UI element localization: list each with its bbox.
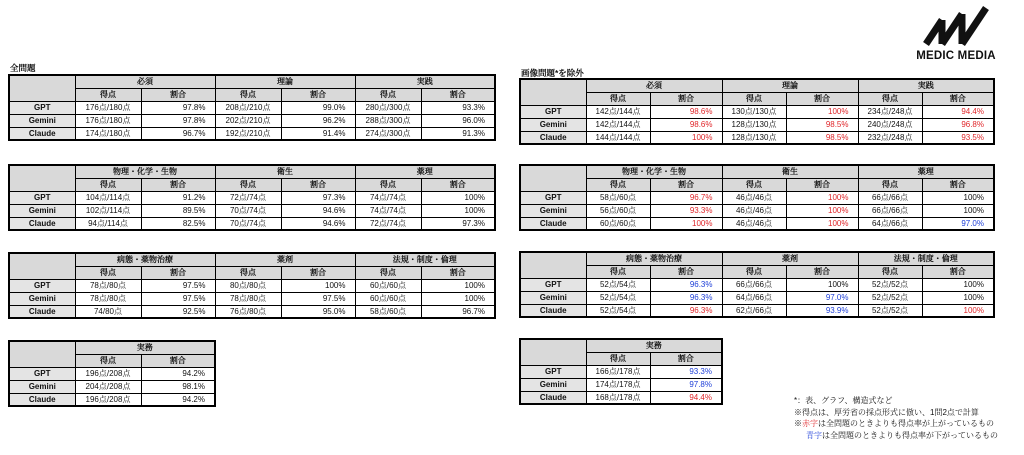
model-label: GPT [520, 278, 586, 291]
rate-cell: 100% [922, 278, 994, 291]
rate-cell: 97.5% [281, 292, 355, 305]
rate-cell: 100% [650, 131, 722, 144]
rate-cell: 100% [922, 191, 994, 204]
score-cell: 166点/178点 [586, 365, 650, 378]
category-header: 物理・化学・生物 [75, 165, 215, 178]
score-cell: 174点/178点 [586, 378, 650, 391]
model-label: GPT [9, 191, 75, 204]
rate-cell: 100% [421, 204, 495, 217]
score-cell: 288点/300点 [355, 114, 421, 127]
category-header: 病態・薬物治療 [586, 252, 722, 265]
rate-cell: 97.3% [421, 217, 495, 230]
left-table-1 [8, 74, 496, 141]
rate-header: 割合 [922, 92, 994, 105]
score-cell: 234点/248点 [858, 105, 922, 118]
score-cell: 280点/300点 [355, 101, 421, 114]
score-cell: 94点/114点 [75, 217, 141, 230]
model-label: Gemini [520, 378, 586, 391]
score-cell: 196点/208点 [75, 393, 141, 406]
score-cell: 78点/80点 [215, 292, 281, 305]
model-label: Gemini [520, 204, 586, 217]
model-label: Claude [520, 304, 586, 317]
corner-cell [9, 253, 75, 279]
right-table-2 [519, 164, 995, 231]
rate-cell: 96.3% [650, 291, 722, 304]
score-cell: 196点/208点 [75, 367, 141, 380]
score-cell: 60点/60点 [355, 292, 421, 305]
rate-cell: 97.5% [141, 279, 215, 292]
rate-cell: 97.0% [786, 291, 858, 304]
corner-cell [9, 165, 75, 191]
rate-header: 割合 [786, 92, 858, 105]
rate-cell: 98.5% [786, 118, 858, 131]
rate-cell: 97.5% [141, 292, 215, 305]
rate-header: 割合 [650, 92, 722, 105]
table-row [520, 304, 994, 317]
right-table-1 [519, 78, 995, 145]
category-header: 必須 [586, 79, 722, 92]
rate-cell: 100% [786, 204, 858, 217]
score-cell: 60点/60点 [355, 279, 421, 292]
score-cell: 232点/248点 [858, 131, 922, 144]
score-cell: 144点/144点 [586, 131, 650, 144]
score-cell: 80点/80点 [215, 279, 281, 292]
rate-cell: 92.5% [141, 305, 215, 318]
score-cell: 52点/52点 [858, 291, 922, 304]
corner-cell [520, 252, 586, 278]
table-row [520, 204, 994, 217]
rate-cell: 96.8% [922, 118, 994, 131]
rate-header: 割合 [281, 178, 355, 191]
rate-cell: 91.3% [421, 127, 495, 140]
score-cell: 52点/52点 [858, 278, 922, 291]
logo-text: MEDIC MEDIA [916, 50, 996, 62]
model-label: Gemini [520, 291, 586, 304]
rate-cell: 100% [922, 204, 994, 217]
score-cell: 176点/180点 [75, 101, 141, 114]
score-cell: 192点/210点 [215, 127, 281, 140]
score-cell: 70点/74点 [215, 217, 281, 230]
rate-cell: 93.9% [786, 304, 858, 317]
score-cell: 128点/130点 [722, 118, 786, 131]
rate-cell: 98.5% [786, 131, 858, 144]
model-label: GPT [520, 365, 586, 378]
right-heading: 画像問題*を除外 [521, 68, 584, 78]
score-cell: 64点/66点 [858, 217, 922, 230]
table-row [9, 101, 495, 114]
footnote-image-definition: *：表、グラフ、構造式など [794, 396, 893, 405]
rate-cell: 98.6% [650, 105, 722, 118]
score-header: 得点 [215, 178, 281, 191]
score-header: 得点 [75, 88, 141, 101]
category-header: 衛生 [722, 165, 858, 178]
score-cell: 70点/74点 [215, 204, 281, 217]
left-table-4 [8, 340, 216, 407]
score-cell: 176点/180点 [75, 114, 141, 127]
table-row [9, 114, 495, 127]
category-header: 薬理 [858, 165, 994, 178]
corner-cell [520, 339, 586, 365]
score-cell: 142点/144点 [586, 118, 650, 131]
score-header: 得点 [722, 92, 786, 105]
rate-header: 割合 [141, 178, 215, 191]
rate-cell: 98.6% [650, 118, 722, 131]
right-table-3 [519, 251, 995, 318]
left-heading: 全問題 [10, 63, 36, 73]
corner-cell [9, 75, 75, 101]
score-cell: 104点/114点 [75, 191, 141, 204]
table-row [520, 191, 994, 204]
score-header: 得点 [215, 266, 281, 279]
score-cell: 46点/46点 [722, 204, 786, 217]
table-row [9, 191, 495, 204]
score-header: 得点 [75, 266, 141, 279]
score-cell: 78点/80点 [75, 279, 141, 292]
table-row [520, 105, 994, 118]
rate-cell: 93.5% [922, 131, 994, 144]
score-cell: 128点/130点 [722, 131, 786, 144]
score-cell: 52点/54点 [586, 304, 650, 317]
rate-cell: 95.0% [281, 305, 355, 318]
score-cell: 202点/210点 [215, 114, 281, 127]
score-cell: 46点/46点 [722, 191, 786, 204]
rate-cell: 97.8% [141, 101, 215, 114]
rate-cell: 100% [281, 279, 355, 292]
rate-cell: 100% [786, 217, 858, 230]
model-label: Claude [9, 217, 75, 230]
table-row [520, 131, 994, 144]
table-row [9, 204, 495, 217]
score-cell: 46点/46点 [722, 217, 786, 230]
score-header: 得点 [722, 178, 786, 191]
rate-header: 割合 [650, 352, 722, 365]
corner-cell [9, 341, 75, 367]
score-header: 得点 [858, 178, 922, 191]
rate-cell: 82.5% [141, 217, 215, 230]
category-header: 実務 [75, 341, 215, 354]
category-header: 必須 [75, 75, 215, 88]
model-label: Gemini [9, 204, 75, 217]
rate-cell: 96.3% [650, 304, 722, 317]
score-header: 得点 [722, 265, 786, 278]
rate-cell: 94.2% [141, 393, 215, 406]
rate-cell: 96.2% [281, 114, 355, 127]
table-row [9, 279, 495, 292]
score-cell: 52点/54点 [586, 278, 650, 291]
table-row [520, 291, 994, 304]
category-header: 実践 [355, 75, 495, 88]
rate-cell: 100% [650, 217, 722, 230]
table-row [9, 367, 215, 380]
footnote-red-legend [794, 418, 998, 430]
score-cell: 74/80点 [75, 305, 141, 318]
score-cell: 74点/74点 [355, 204, 421, 217]
sub-header-row [9, 266, 495, 279]
rate-header: 割合 [922, 178, 994, 191]
category-header: 理論 [215, 75, 355, 88]
model-label: Claude [9, 393, 75, 406]
score-header: 得点 [586, 352, 650, 365]
rate-cell: 91.2% [141, 191, 215, 204]
category-header: 物理・化学・生物 [586, 165, 722, 178]
group-header-row [520, 79, 994, 92]
category-header: 薬理 [355, 165, 495, 178]
score-header: 得点 [355, 178, 421, 191]
category-header: 衛生 [215, 165, 355, 178]
rate-cell: 94.2% [141, 367, 215, 380]
group-header-row [9, 165, 495, 178]
score-cell: 62点/66点 [722, 304, 786, 317]
score-cell: 102点/114点 [75, 204, 141, 217]
sub-header-row [520, 92, 994, 105]
category-header: 薬剤 [215, 253, 355, 266]
rate-header: 割合 [281, 88, 355, 101]
table-row [520, 278, 994, 291]
group-header-row [520, 339, 722, 352]
rate-cell: 100% [786, 278, 858, 291]
table-row [9, 393, 215, 406]
table-row [9, 217, 495, 230]
score-cell: 130点/130点 [722, 105, 786, 118]
score-header: 得点 [586, 265, 650, 278]
red-text-label: 赤字 [802, 419, 818, 428]
sub-header-row [520, 265, 994, 278]
rate-header: 割合 [650, 178, 722, 191]
table-row [9, 380, 215, 393]
rate-cell: 93.3% [650, 204, 722, 217]
medic-media-logo [904, 6, 1008, 66]
rate-cell: 96.0% [421, 114, 495, 127]
category-header: 法規・制度・倫理 [858, 252, 994, 265]
group-header-row [520, 252, 994, 265]
model-label: GPT [9, 101, 75, 114]
model-label: Gemini [9, 292, 75, 305]
score-header: 得点 [586, 92, 650, 105]
rate-cell: 94.6% [281, 204, 355, 217]
model-label: Claude [9, 305, 75, 318]
score-cell: 60点/60点 [586, 217, 650, 230]
score-cell: 78点/80点 [75, 292, 141, 305]
group-header-row [9, 75, 495, 88]
score-header: 得点 [858, 92, 922, 105]
score-header: 得点 [355, 88, 421, 101]
rate-cell: 100% [786, 191, 858, 204]
rate-cell: 100% [922, 291, 994, 304]
category-header: 理論 [722, 79, 858, 92]
rate-cell: 98.1% [141, 380, 215, 393]
score-header: 得点 [858, 265, 922, 278]
rate-cell: 100% [922, 304, 994, 317]
model-label: GPT [9, 279, 75, 292]
footnote-scoring: ※得点は、厚労省の採点形式に倣い、1問2点で計算 [794, 407, 979, 417]
model-label: Claude [520, 131, 586, 144]
score-cell: 52点/52点 [858, 304, 922, 317]
rate-header: 割合 [281, 266, 355, 279]
score-cell: 208点/210点 [215, 101, 281, 114]
corner-cell [520, 165, 586, 191]
score-cell: 274点/300点 [355, 127, 421, 140]
red-text-desc: は全問題のときよりも得点率が上がっているもの [818, 419, 994, 428]
table-row [520, 217, 994, 230]
category-header: 実務 [586, 339, 722, 352]
rate-cell: 96.7% [650, 191, 722, 204]
rate-cell: 96.7% [421, 305, 495, 318]
category-header: 実践 [858, 79, 994, 92]
blue-text-desc: は全問題のときよりも得点率が下がっているもの [822, 430, 998, 440]
score-header: 得点 [75, 354, 141, 367]
model-label: Gemini [520, 118, 586, 131]
score-cell: 204点/208点 [75, 380, 141, 393]
score-cell: 52点/54点 [586, 291, 650, 304]
sub-header-row [9, 178, 495, 191]
score-cell: 168点/178点 [586, 391, 650, 404]
rate-cell: 97.8% [650, 378, 722, 391]
category-header: 薬剤 [722, 252, 858, 265]
footnotes [794, 395, 998, 441]
rate-cell: 89.5% [141, 204, 215, 217]
rate-cell: 94.4% [922, 105, 994, 118]
model-label: GPT [520, 105, 586, 118]
left-table-2 [8, 164, 496, 231]
score-header: 得点 [75, 178, 141, 191]
table-row [9, 292, 495, 305]
table-row [9, 127, 495, 140]
table-row [9, 305, 495, 318]
footnote-blue-legend [794, 430, 998, 442]
rate-header: 割合 [421, 266, 495, 279]
score-cell: 66点/66点 [858, 191, 922, 204]
model-label: Gemini [9, 114, 75, 127]
rate-header: 割合 [421, 178, 495, 191]
model-label: Claude [9, 127, 75, 140]
category-header: 法規・制度・倫理 [355, 253, 495, 266]
rate-cell: 100% [421, 279, 495, 292]
score-cell: 64点/66点 [722, 291, 786, 304]
table-row [520, 378, 722, 391]
score-header: 得点 [586, 178, 650, 191]
rate-header: 割合 [141, 354, 215, 367]
score-header: 得点 [215, 88, 281, 101]
score-cell: 72点/74点 [355, 217, 421, 230]
score-cell: 56点/60点 [586, 204, 650, 217]
score-cell: 58点/60点 [355, 305, 421, 318]
rate-header: 割合 [421, 88, 495, 101]
table-row [520, 118, 994, 131]
rate-cell: 100% [786, 105, 858, 118]
score-cell: 174点/180点 [75, 127, 141, 140]
rate-header: 割合 [786, 178, 858, 191]
table-row [520, 365, 722, 378]
model-label: Gemini [9, 380, 75, 393]
score-cell: 72点/74点 [215, 191, 281, 204]
rate-header: 割合 [141, 266, 215, 279]
table-row [520, 391, 722, 404]
logo-mark-icon [922, 6, 990, 48]
rate-header: 割合 [141, 88, 215, 101]
category-header: 病態・薬物治療 [75, 253, 215, 266]
blue-text-label: 青字 [806, 430, 822, 440]
group-header-row [9, 253, 495, 266]
score-cell: 74点/74点 [355, 191, 421, 204]
group-header-row [9, 341, 215, 354]
score-cell: 76点/80点 [215, 305, 281, 318]
rate-cell: 94.6% [281, 217, 355, 230]
rate-cell: 97.0% [922, 217, 994, 230]
left-table-3 [8, 252, 496, 319]
score-header: 得点 [355, 266, 421, 279]
rate-cell: 93.3% [650, 365, 722, 378]
group-header-row [520, 165, 994, 178]
rate-cell: 100% [421, 191, 495, 204]
rate-cell: 99.0% [281, 101, 355, 114]
score-cell: 66点/66点 [722, 278, 786, 291]
model-label: GPT [9, 367, 75, 380]
rate-cell: 91.4% [281, 127, 355, 140]
footnote-mark: ※ [794, 419, 802, 428]
rate-cell: 93.3% [421, 101, 495, 114]
model-label: Claude [520, 217, 586, 230]
rate-cell: 97.3% [281, 191, 355, 204]
rate-cell: 96.3% [650, 278, 722, 291]
rate-header: 割合 [650, 265, 722, 278]
rate-header: 割合 [786, 265, 858, 278]
right-table-4 [519, 338, 723, 405]
model-label: GPT [520, 191, 586, 204]
rate-header: 割合 [922, 265, 994, 278]
rate-cell: 100% [421, 292, 495, 305]
corner-cell [520, 79, 586, 105]
score-cell: 66点/66点 [858, 204, 922, 217]
sub-header-row [520, 178, 994, 191]
rate-cell: 94.4% [650, 391, 722, 404]
sub-header-row [9, 88, 495, 101]
rate-cell: 97.8% [141, 114, 215, 127]
score-cell: 240点/248点 [858, 118, 922, 131]
rate-cell: 96.7% [141, 127, 215, 140]
score-cell: 58点/60点 [586, 191, 650, 204]
score-cell: 142点/144点 [586, 105, 650, 118]
model-label: Claude [520, 391, 586, 404]
